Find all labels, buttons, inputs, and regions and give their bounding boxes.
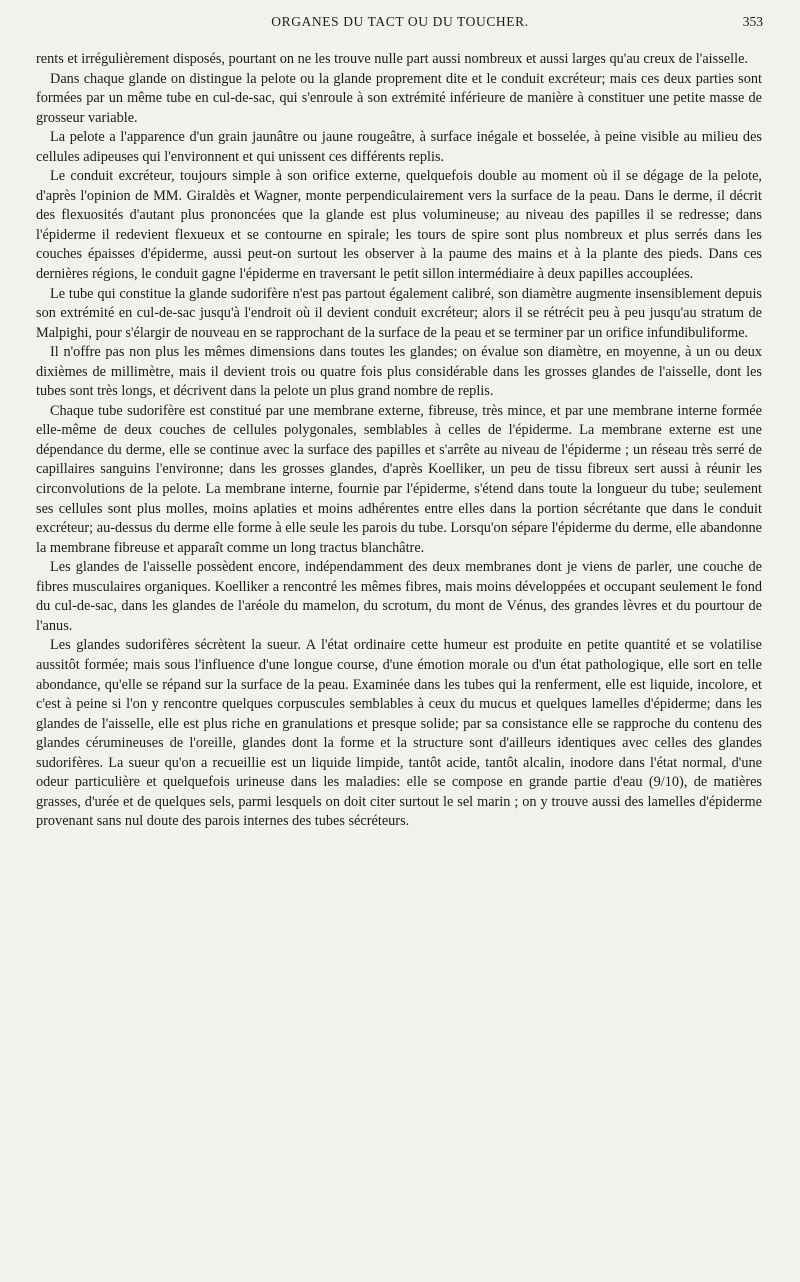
paragraph: Chaque tube sudorifère est constitué par une membrane externe, fibreuse, très mince, et par une membrane interne formée elle-même de deux couches de cellules polygonales, semblables à celles de l'épiderme. La membrane externe est une dépendance du derme, elle se continue avec la surface des papilles et s'arrête au niveau de l'épiderme ; un réseau très serré de capillaires sanguins l'environne; dans les grosses glandes, d'après Koelliker, un peu de tissu fibreux sert aussi à réunir les circonvolutions de la pelote. La membrane interne, fournie par l'épiderme, s'étend dans toute la longueur du tube; seulement ses cellules sont plus molles, moins aplaties et moins adhérentes entre elles dans la portion sécrétante que dans le conduit excréteur; au-dessus du derme elle forme à elle seule les parois du tube. Lorsqu'on sépare l'épiderme du derme, elle abandonne la membrane fibreuse et apparaît comme un long tractus blanchâtre. <box>36 402 762 556</box>
paragraph: Il n'offre pas non plus les mêmes dimensions dans toutes les glandes; on évalue son diamètre, en moyenne, à un ou deux dixièmes de millimètre, mais il devient trois ou quatre fois plus considérable dans les grosses glandes de l'aisselle, dont les tubes sont très longs, et décrivent dans la pelote un plus grand nombre de replis. <box>36 344 762 400</box>
page-header <box>0 14 800 34</box>
paragraph: Les glandes de l'aisselle possèdent encore, indépendamment des deux membranes dont je viens de parler, une couche de fibres musculaires organiques. Koelliker a rencontré les mêmes fibres, mais moins développées et occupant seulement le fond du cul-de-sac, dans les glandes de l'aréole du mamelon, du scrotum, du mont de Vénus, des grandes lèvres et du pourtour de l'anus. <box>36 559 762 634</box>
page-number: 353 <box>742 14 763 29</box>
paragraph: Le conduit excréteur, toujours simple à son orifice externe, quelquefois double au moment où il se dégage de la pelote, d'après l'opinion de MM. Giraldès et Wagner, monte perpendiculairement vers la surface de la peau. Dans le derme, il décrit des flexuosités d'autant plus prononcées que la glande est plus volumineuse; au niveau des papilles il se redresse; dans l'épiderme il redevient flexueux et se contourne en spirale; les tours de spire sont plus nombreux et plus serrés dans les couches épaisses d'épiderme, aussi peut-on surtout les observer à la paume des mains et à la plante des pieds. Dans ces dernières régions, le conduit gagne l'épiderme en traversant le petit sillon intermédiaire à deux papilles accouplées. <box>36 168 762 283</box>
paragraph: La pelote a l'apparence d'un grain jaunâtre ou jaune rougeâtre, à surface inégale et bosselée, à peine visible au milieu des cellules adipeuses qui l'environnent et qui unissent ces différents replis. <box>36 129 762 165</box>
running-title: ORGANES DU TACT OU DU TOUCHER. <box>271 14 529 29</box>
paragraph: Le tube qui constitue la glande sudorifère n'est pas partout également calibré, son diamètre augmente insensiblement depuis son extrémité en cul-de-sac jusqu'à l'endroit où il devient conduit excréteur; alors il se rétrécit peu à peu jusqu'au stratum de Malpighi, pour s'élargir de nouveau en se rapprochant de la surface de la peau et se terminer par un orifice infundibuliforme. <box>36 285 762 341</box>
body-text <box>36 50 762 832</box>
paragraph: Dans chaque glande on distingue la pelote ou la glande proprement dite et le conduit excréteur; mais ces deux parties sont formées par un même tube en cul-de-sac, qui s'enroule à son extrémité inférieure de manière à constituer une petite masse de grosseur variable. <box>36 70 762 126</box>
paragraph: rents et irrégulièrement disposés, pourtant on ne les trouve nulle part aussi nombreux et aussi larges qu'au creux de l'aisselle. <box>36 51 748 67</box>
paragraph: Les glandes sudorifères sécrètent la sueur. A l'état ordinaire cette humeur est produite en petite quantité et se volatilise aussitôt formée; mais sous l'influence d'une longue course, d'une émotion morale ou d'un état pathologique, elle sort en telle abondance, qu'elle se répand sur la surface de la peau. Examinée dans les tubes qui la renferment, elle est liquide, incolore, et c'est à peine si l'on y rencontre quelques corpuscules semblables à ceux du mucus et quelques lamelles d'épiderme; dans les glandes de l'aisselle, elle est plus riche en granulations et presque solide; par sa consistance elle se rapproche du contenu des glandes cérumineuses de l'oreille, glandes dont la forme et la structure sont d'ailleurs identiques avec celles des glandes sudorifères. La sueur qu'on a recueillie est un liquide limpide, tantôt acide, tantôt alcalin, inodore dans l'état normal, d'une odeur particulière et quelquefois urineuse dans les maladies: elle se compose en grande partie d'eau (9/10), de matières grasses, d'urée et de quelques sels, parmi lesquels on doit citer surtout le sel marin ; on y trouve aussi des lamelles d'épiderme provenant sans nul doute des parois internes des tubes sécréteurs. <box>36 637 762 830</box>
